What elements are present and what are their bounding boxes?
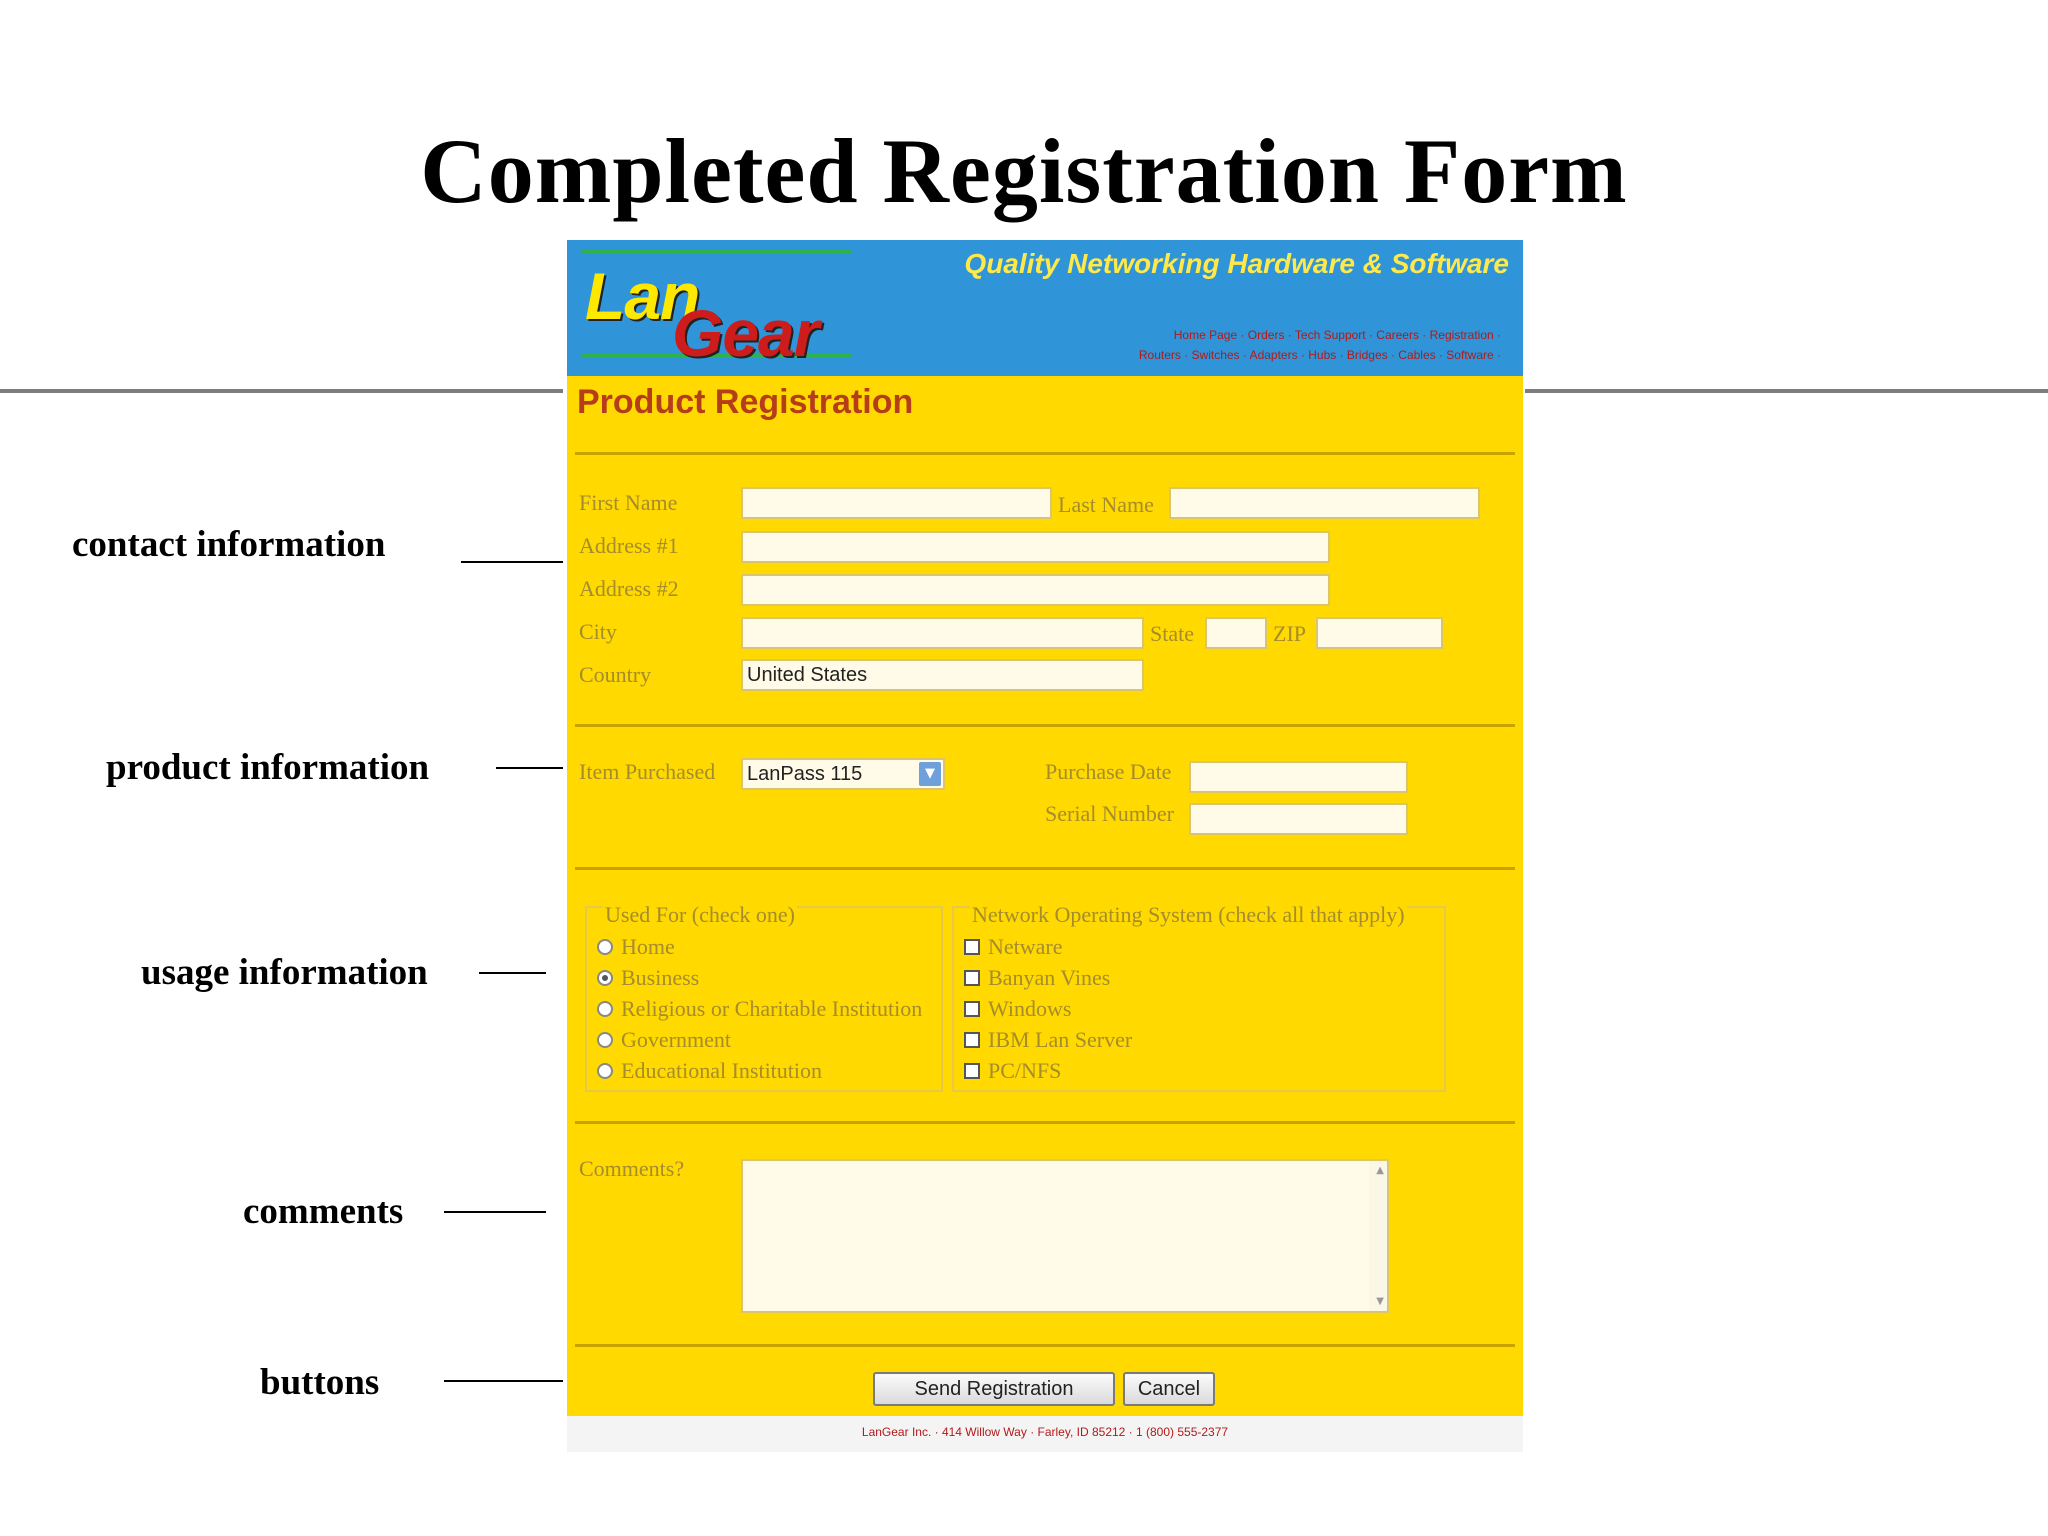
item-purchased-value: LanPass 115: [747, 763, 863, 785]
network-os-legend: Network Operating System (check all that apply): [972, 902, 1405, 927]
comments-label: Comments?: [579, 1156, 685, 1181]
first-name-label: First Name: [579, 490, 678, 515]
option-label: Banyan Vines: [988, 965, 1111, 990]
send-registration-button[interactable]: Send Registration: [873, 1372, 1115, 1406]
first-name-field[interactable]: [741, 487, 1052, 519]
city-field[interactable]: [741, 617, 1144, 649]
slide-title: Completed Registration Form: [420, 120, 1628, 222]
registration-form: [567, 240, 1523, 1451]
state-field[interactable]: [1205, 617, 1267, 649]
used-for-legend: Used For (check one): [605, 902, 795, 927]
callout-buttons: buttons: [260, 1362, 380, 1403]
option-label: Business: [621, 965, 700, 990]
address2-label: Address #2: [579, 576, 679, 601]
logo[interactable]: Lan: [585, 259, 700, 333]
callout-pointer-line: [444, 1380, 563, 1382]
checkbox[interactable]: [964, 1063, 980, 1079]
divider-line: [1525, 389, 2048, 393]
checkbox[interactable]: [964, 1001, 980, 1017]
country-field[interactable]: United States: [741, 659, 1144, 691]
option-label: IBM Lan Server: [988, 1027, 1133, 1052]
radio-button[interactable]: [597, 1032, 613, 1048]
option-label: PC/NFS: [988, 1058, 1062, 1083]
scrollbar[interactable]: [1369, 1161, 1387, 1311]
scroll-down-icon[interactable]: ▼: [1376, 1296, 1384, 1307]
checkbox[interactable]: [964, 1032, 980, 1048]
nav-links[interactable]: Home Page · Orders · Tech Support · Careers · Registration ·: [1173, 328, 1501, 342]
checkbox[interactable]: [964, 939, 980, 955]
item-purchased-select[interactable]: [741, 758, 945, 790]
checkbox[interactable]: [964, 970, 980, 986]
radio-button[interactable]: [597, 939, 613, 955]
callout-product-information: product information: [106, 747, 430, 788]
serial-number-field[interactable]: [1189, 803, 1408, 835]
logo[interactable]: Gear: [672, 296, 819, 370]
option-label: Windows: [988, 996, 1072, 1021]
tagline: Quality Networking Hardware & Software: [964, 248, 1509, 279]
callout-pointer-line: [444, 1211, 546, 1213]
purchase-date-label: Purchase Date: [1045, 759, 1172, 784]
state-label: State: [1150, 621, 1194, 646]
section-divider: [575, 867, 1515, 870]
option-label: Government: [621, 1027, 731, 1052]
divider-line: [0, 389, 563, 393]
footer-address: LanGear Inc. · 414 Willow Way · Farley, ID 85212 · 1 (800) 555-2377: [861, 1425, 1229, 1439]
country-label: Country: [579, 662, 652, 687]
option-label: Religious or Charitable Institution: [621, 996, 923, 1021]
callout-usage-information: usage information: [141, 952, 428, 993]
last-name-field[interactable]: [1169, 487, 1480, 519]
option-label: Educational Institution: [621, 1058, 823, 1083]
section-divider: [575, 452, 1515, 455]
callout-pointer-line: [496, 767, 563, 769]
site-banner: [567, 240, 1523, 376]
nav-links[interactable]: Routers · Switches · Adapters · Hubs · Bridges · Cables · Software ·: [1138, 348, 1501, 362]
callout-contact-information: contact information: [72, 524, 386, 565]
logo-stripe: [581, 250, 851, 254]
radio-button-selected[interactable]: [597, 970, 613, 986]
option-label: Home: [621, 934, 675, 959]
scroll-up-icon[interactable]: ▲: [1376, 1165, 1384, 1176]
city-label: City: [579, 619, 617, 644]
zip-label: ZIP: [1273, 621, 1306, 646]
zip-field[interactable]: [1316, 617, 1443, 649]
page-footer: [567, 1415, 1523, 1452]
serial-number-label: Serial Number: [1045, 801, 1174, 826]
section-divider: [575, 1344, 1515, 1347]
purchase-date-field[interactable]: [1189, 761, 1408, 793]
radio-button[interactable]: [597, 1063, 613, 1079]
address2-field[interactable]: [741, 574, 1330, 606]
item-purchased-label: Item Purchased: [579, 759, 716, 784]
callout-pointer-line: [479, 972, 546, 974]
callout-pointer-line: [461, 561, 563, 563]
cancel-button[interactable]: Cancel: [1123, 1372, 1215, 1406]
address1-field[interactable]: [741, 531, 1330, 563]
comments-textarea[interactable]: [741, 1159, 1389, 1313]
callout-comments: comments: [243, 1191, 404, 1232]
chevron-down-icon[interactable]: ▼: [919, 762, 941, 786]
last-name-label: Last Name: [1058, 492, 1154, 517]
section-divider: [575, 724, 1515, 727]
address1-label: Address #1: [579, 533, 679, 558]
radio-button[interactable]: [597, 1001, 613, 1017]
option-label: Netware: [988, 934, 1063, 959]
form-heading: Product Registration: [577, 383, 914, 421]
section-divider: [575, 1121, 1515, 1124]
